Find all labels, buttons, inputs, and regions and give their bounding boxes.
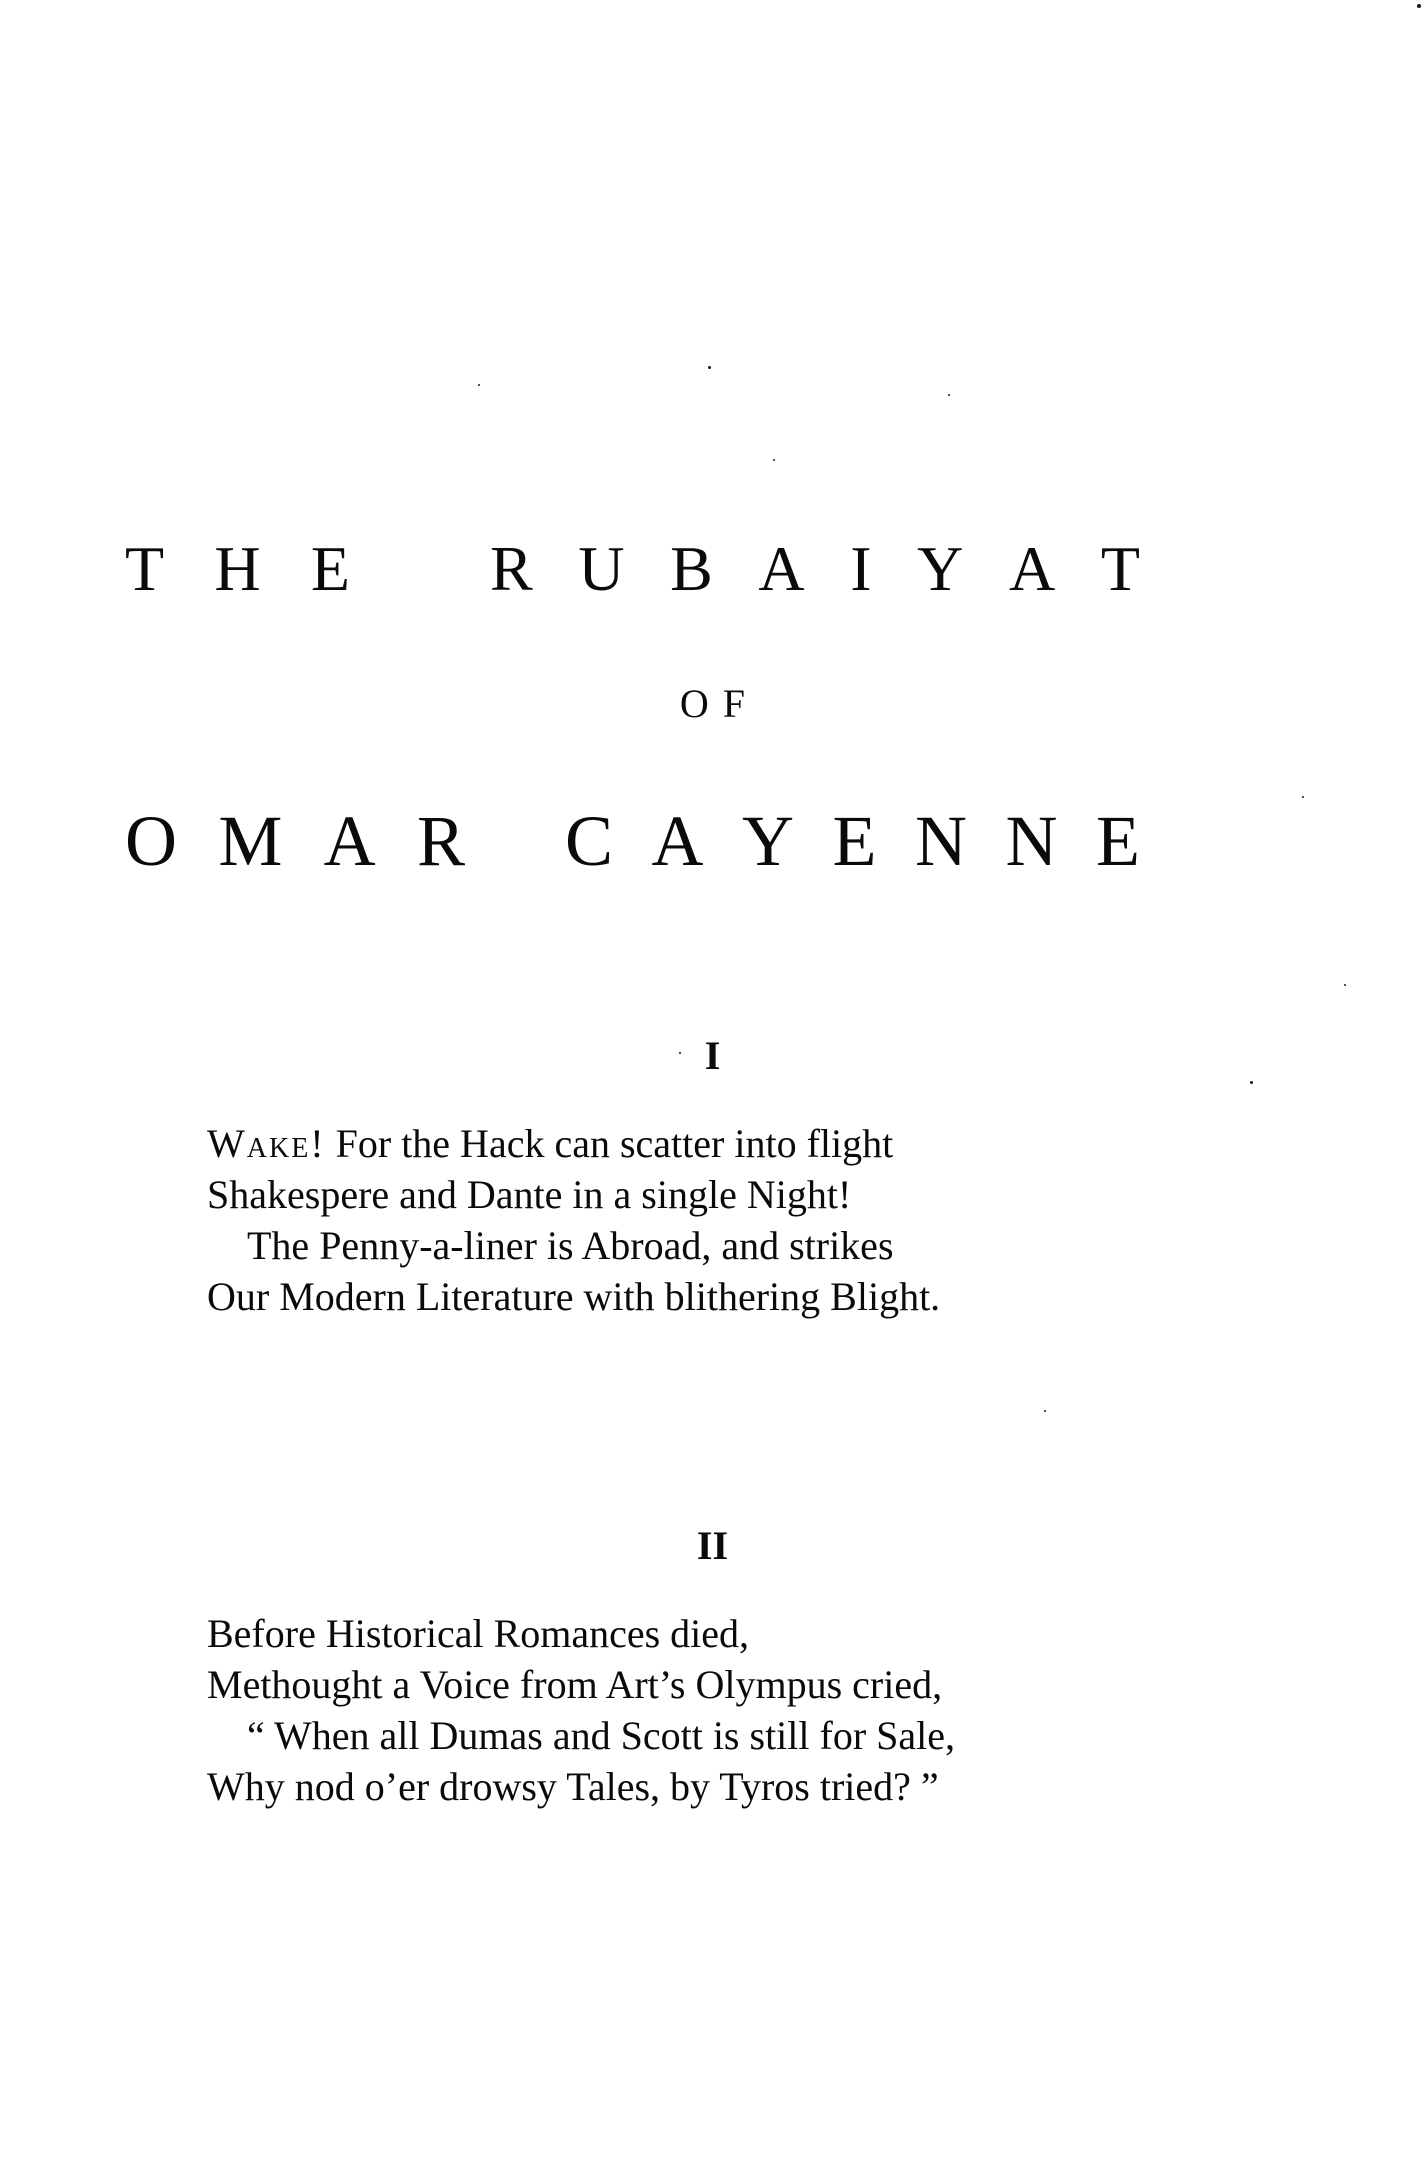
scan-speck bbox=[679, 1052, 681, 1054]
scan-speck bbox=[1250, 1081, 1253, 1084]
stanza-2 bbox=[207, 1608, 1107, 1812]
stanza-opening-word: Wake! bbox=[207, 1121, 326, 1166]
title-letter: A bbox=[323, 801, 376, 881]
scan-speck bbox=[478, 384, 480, 386]
title-letter: N bbox=[1005, 801, 1058, 881]
stanza-line bbox=[207, 1118, 1107, 1169]
scan-speck bbox=[1417, 4, 1421, 8]
scan-speck bbox=[1044, 1410, 1046, 1412]
title-letter: H bbox=[214, 533, 261, 604]
title-letter: A bbox=[1009, 533, 1056, 604]
title-letter: T bbox=[125, 533, 165, 604]
stanza-line: Before Historical Romances died, bbox=[207, 1611, 750, 1656]
title-letter: Y bbox=[742, 801, 795, 881]
stanza-line: Why nod o’er drowsy Tales, by Tyros tried? ” bbox=[207, 1764, 939, 1809]
title-letter: R bbox=[416, 801, 465, 881]
stanza-1 bbox=[207, 1118, 1107, 1322]
title-word-the bbox=[125, 532, 350, 606]
title-of: OF bbox=[679, 681, 760, 726]
scan-speck bbox=[1344, 984, 1346, 986]
title-letter: C bbox=[565, 801, 614, 881]
scan-speck bbox=[948, 394, 950, 396]
title-letter: R bbox=[490, 533, 533, 604]
scan-speck bbox=[708, 366, 711, 369]
stanza-number-1: I bbox=[704, 1033, 721, 1078]
title-letter: N bbox=[915, 801, 968, 881]
title-line-omar-cayenne bbox=[125, 800, 1140, 883]
stanza-line: Our Modern Literature with blithering Blight. bbox=[207, 1274, 941, 1319]
scan-speck bbox=[773, 459, 775, 461]
title-letter: U bbox=[578, 533, 625, 604]
title-letter: Y bbox=[917, 533, 964, 604]
title-letter: T bbox=[1100, 533, 1140, 604]
title-letter: B bbox=[670, 533, 713, 604]
title-letter: E bbox=[310, 533, 350, 604]
title-letter: E bbox=[832, 801, 877, 881]
stanza-line: Methought a Voice from Art’s Olympus cried, bbox=[207, 1662, 943, 1707]
title-word-rubaiyat bbox=[490, 532, 1140, 606]
title-letter: A bbox=[758, 533, 805, 604]
title-line-the-rubaiyat bbox=[125, 532, 1140, 606]
title-letter: I bbox=[850, 533, 872, 604]
title-letter: O bbox=[125, 801, 177, 881]
stanza-line: “ When all Dumas and Scott is still for Sale, bbox=[247, 1713, 956, 1758]
title-letter: M bbox=[218, 801, 283, 881]
title-letter: A bbox=[651, 801, 704, 881]
title-letter: E bbox=[1096, 801, 1140, 881]
stanza-line: Shakespere and Dante in a single Night! bbox=[207, 1172, 852, 1217]
title-word-cayenne bbox=[565, 800, 1140, 883]
scan-speck bbox=[1302, 796, 1304, 798]
stanza-line: The Penny-a-liner is Abroad, and strikes bbox=[247, 1223, 894, 1268]
title-word-omar bbox=[125, 800, 465, 883]
stanza-line-text: For the Hack can scatter into flight bbox=[325, 1121, 894, 1166]
stanza-number-2: II bbox=[696, 1523, 729, 1568]
